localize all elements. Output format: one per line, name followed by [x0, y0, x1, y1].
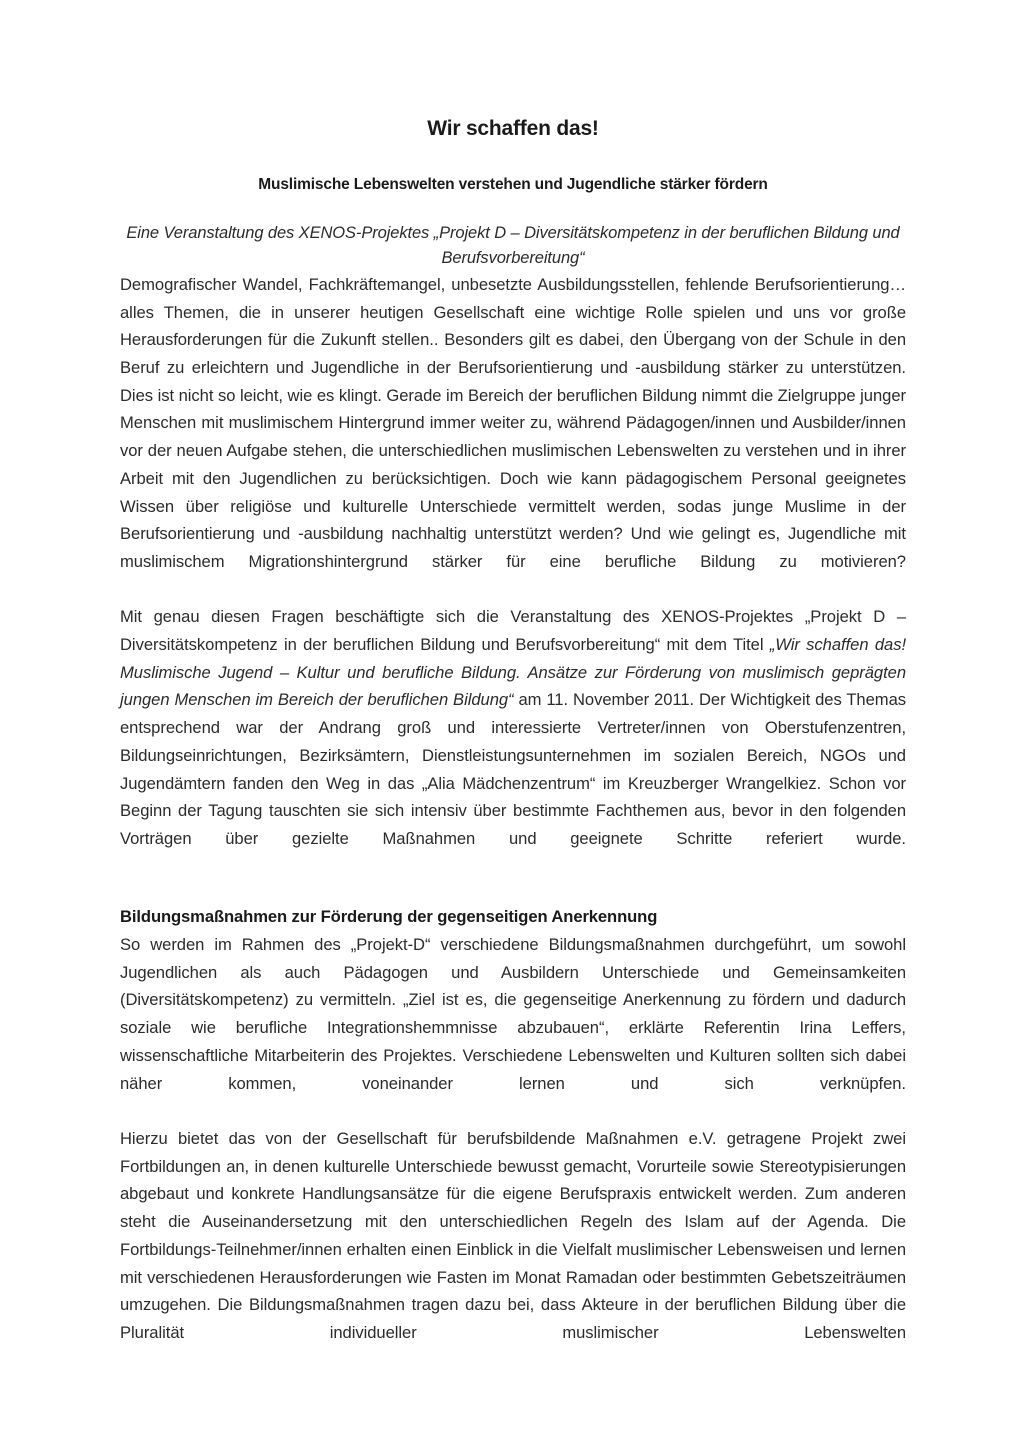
document-content	[120, 0, 906, 1374]
page-subtitle: Muslimische Lebenswelten verstehen und Jugendliche stärker fördern	[258, 176, 768, 194]
veranstaltung-text-part2: am 11. November 2011. Der Wichtigkeit des Themas entsprechend war der Andrang groß und interessierte Vertreter/innen von Oberstufenzentren, Bildungseinrichtungen, Bezirksämtern, Dienstleistungsunternehmen im sozialen Bereich, NGOs und Jugendämtern fanden den Weg in das „Alia Mädchenzentrum“ im Kreuzberger Wrangelkiez. Schon vor Beginn der Tagung tauschten sie sich intensiv über bestimmte Fachthemen aus, bevor in den folgenden Vorträgen über gezielte Maßnahmen und geeignete Schritte referiert wurde.	[120, 690, 906, 848]
page-title: Wir schaffen das!	[427, 117, 599, 140]
paragraph-bildungsmassnahmen: So werden im Rahmen des „Projekt-D“ verschiedene Bildungsmaßnahmen durchgeführt, um sowohl Jugendlichen als auch Pädagogen und Ausbildern Unterschiede und Gemeinsamkeiten (Diversitätskompetenz) zu vermitteln. „Ziel ist es, die gegenseitige Anerkennung zu fördern und dadurch soziale wie berufliche Integrationshemmnisse abzubauen“, erklärte Referentin Irina Leffers, wissenschaftliche Mitarbeiterin des Projektes. Verschiedene Lebenswelten und Kulturen sollten sich dabei näher kommen, voneinander lernen und sich verknüpfen.	[120, 935, 906, 1093]
paragraph-veranstaltung	[120, 603, 906, 880]
paragraph-intro: Demografischer Wandel, Fachkräftemangel, unbesetzte Ausbildungsstellen, fehlende Berufsorientierung… alles Themen, die in unserer heutigen Gesellschaft eine wichtige Rolle spielen und uns vor große Herausforderungen für die Zukunft stellen.. Besonders gilt es dabei, den Übergang von der Schule in den Beruf zu erleichtern und Jugendliche in der Berufsorientierung und -ausbildung stärker zu unterstützen. Dies ist nicht so leicht, wie es klingt. Gerade im Bereich der beruflichen Bildung nimmt die Zielgruppe junger Menschen mit muslimischem Hintergrund immer weiter zu, während Pädagogen/innen und Ausbilder/innen vor der neuen Aufgabe stehen, die unterschiedlichen muslimischen Lebenswelten zu verstehen und in ihrer Arbeit mit den Jugendlichen zu berücksichtigen. Doch wie kann pädagogischem Personal geeignetes Wissen über religiöse und kulturelle Unterschiede vermittelt werden, sodas junge Muslime in der Berufsorientierung und -ausbildung nachhaltig unterstützt werden? Und wie gelingt es, Jugendliche mit muslimischem Migrationshintergrund stärker für eine berufliche Bildung zu motivieren?	[120, 274, 906, 571]
veranstaltung-event-title-italic: „Wir schaffen das! Muslimische Jugend – Kultur und berufliche Bildung. Ansätze zur Förderung von muslimisch geprägten jungen Menschen im Bereich der beruflichen Bildung“	[120, 635, 907, 710]
paragraph-fortbildungen: Hierzu bietet das von der Gesellschaft für berufsbildende Maßnahmen e.V. getragene Projekt zwei Fortbildungen an, in denen kulturelle Unterschiede bewusst gemacht, Vorurteile sowie Stereotypisierungen abgebaut und konkrete Handlungsansätze für die eigene Berufspraxis entwickelt werden. Zum anderen steht die Auseinandersetzung mit den unterschiedlichen Regeln des Islam auf der Agenda. Die Fortbildungs-Teilnehmer/innen erhalten einen Einblick in die Vielfalt muslimischer Lebensweisen und lernen mit verschiedenen Herausforderungen wie Fasten im Monat Ramadan oder bestimmten Gebetszeiträumen umzugehen. Die Bildungsmaßnahmen tragen dazu bei, dass Akteure in der beruflichen Bildung über die Pluralität individueller muslimischer Lebenswelten	[120, 1128, 906, 1342]
veranstaltung-text-part1: Mit genau diesen Fragen beschäftigte sich die Veranstaltung des XENOS-Projektes „Projekt D – Diversitätskompetenz in der beruflichen Bildung und Berufsvorbereitung“ mit dem Titel	[120, 607, 906, 655]
event-description: Eine Veranstaltung des XENOS-Projektes „Projekt D – Diversitätskompetenz in der beruflichen Bildung und Berufsvorbereitung“	[126, 224, 900, 268]
section-heading-bildungsmassnahmen: Bildungsmaßnahmen zur Förderung der gegenseitigen Anerkennung	[120, 907, 658, 927]
